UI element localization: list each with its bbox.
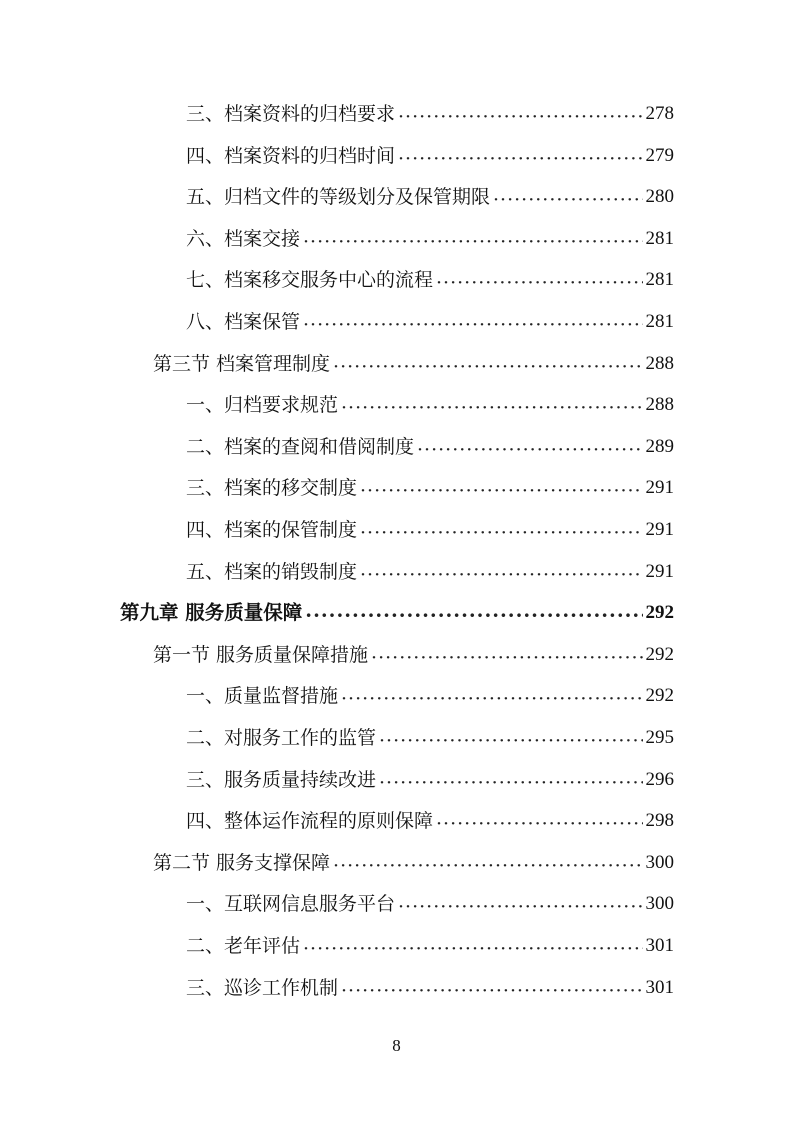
toc-entry-page: 295: [645, 727, 674, 748]
toc-entry[interactable]: [186, 554, 674, 590]
toc-entry[interactable]: [186, 512, 674, 548]
toc-entry-title: 第三节 档案管理制度: [153, 352, 331, 375]
page-number: 8: [392, 1036, 401, 1055]
toc-entry[interactable]: [186, 762, 674, 798]
toc-section-entry[interactable]: [153, 845, 674, 881]
toc-entry-page: 300: [645, 851, 674, 873]
toc-entry[interactable]: [186, 138, 674, 174]
dot-leader: [305, 598, 642, 634]
toc-entry-page: 281: [645, 227, 674, 249]
toc-entry-page: 289: [645, 435, 674, 457]
toc-entry[interactable]: [186, 262, 674, 298]
dot-leader: [303, 224, 642, 260]
dot-leader: [398, 99, 642, 135]
toc-entry[interactable]: [186, 304, 674, 340]
toc-entry-page: 291: [645, 477, 674, 499]
toc-entry[interactable]: [186, 179, 674, 215]
toc-entry[interactable]: [186, 387, 674, 423]
toc-entry-title: 二、档案的查阅和借阅制度: [186, 435, 415, 458]
toc-entry-page: 288: [645, 352, 674, 374]
toc-entry-title: 三、巡诊工作机制: [186, 976, 339, 999]
toc-entry[interactable]: [186, 429, 674, 465]
dot-leader: [303, 931, 642, 967]
dot-leader: [360, 515, 642, 551]
toc-entry-title: 三、档案的移交制度: [186, 477, 358, 500]
toc-entry-page: 298: [645, 810, 674, 832]
toc-entry-title: 七、档案移交服务中心的流程: [186, 269, 434, 292]
toc-entry-title: 三、档案资料的归档要求: [186, 103, 396, 125]
toc-entry-title: 四、档案资料的归档时间: [186, 144, 396, 167]
dot-leader: [379, 723, 642, 759]
toc-entry-page: 281: [645, 269, 674, 291]
toc-entry-title: 二、对服务工作的监管: [186, 727, 377, 749]
toc-entry-page: 280: [645, 186, 674, 208]
toc-section-entry[interactable]: [153, 346, 674, 382]
toc-entry-title: 一、质量监督措施: [186, 685, 339, 708]
dot-leader: [303, 307, 642, 343]
toc-entry[interactable]: [186, 928, 674, 964]
toc-entry[interactable]: [186, 470, 674, 506]
dot-leader: [333, 349, 642, 385]
toc-entry-title: 第二节 服务支撑保障: [153, 851, 331, 874]
dot-leader: [360, 557, 642, 593]
toc-entry-page: 292: [645, 685, 674, 707]
dot-leader: [360, 473, 642, 509]
toc-entry-title: 第一节 服务质量保障措施: [153, 643, 369, 666]
toc-entry-page: 301: [645, 976, 674, 998]
toc-entry-page: 281: [645, 311, 674, 332]
toc-entry-page: 300: [645, 893, 674, 915]
dot-leader: [417, 432, 642, 468]
toc-entry-title: 六、档案交接: [186, 227, 301, 250]
dot-leader: [341, 390, 642, 426]
dot-leader: [371, 640, 642, 676]
toc-entry[interactable]: [186, 970, 674, 1006]
toc-entry-title: 一、归档要求规范: [186, 394, 339, 417]
toc-entry-page: 279: [645, 144, 674, 166]
dot-leader: [493, 182, 642, 218]
toc-entry-title: 五、档案的销毁制度: [186, 560, 358, 583]
toc-entry-title: 一、互联网信息服务平台: [186, 893, 396, 916]
dot-leader: [333, 848, 642, 884]
dot-leader: [398, 889, 642, 925]
toc-entry[interactable]: [186, 886, 674, 922]
toc-entry[interactable]: [186, 720, 674, 756]
toc-entry-title: 四、档案的保管制度: [186, 519, 358, 541]
dot-leader: [379, 765, 642, 801]
toc-entry-page: 292: [645, 602, 674, 624]
toc-entry-page: 296: [645, 768, 674, 790]
toc-entry-title: 第九章 服务质量保障: [120, 601, 303, 625]
dot-leader: [398, 141, 642, 177]
toc-entry-page: 278: [645, 103, 674, 124]
toc-entry-title: 三、服务质量持续改进: [186, 768, 377, 791]
toc-section-entry[interactable]: [153, 637, 674, 673]
toc-entry[interactable]: [186, 221, 674, 257]
toc-entry-page: 291: [645, 519, 674, 540]
toc-entry-title: 二、老年评估: [186, 935, 301, 957]
toc-entry-title: 八、档案保管: [186, 311, 301, 333]
dot-leader: [341, 973, 642, 1009]
toc-entry-page: 291: [645, 560, 674, 582]
toc-entry-title: 四、整体运作流程的原则保障: [186, 810, 434, 833]
toc-chapter-entry[interactable]: [120, 595, 674, 631]
toc-entry-title: 五、归档文件的等级划分及保管期限: [186, 186, 491, 209]
toc-entry-page: 288: [645, 394, 674, 416]
dot-leader: [341, 681, 642, 717]
toc-entry[interactable]: [186, 803, 674, 839]
toc-entry[interactable]: [186, 96, 674, 132]
toc-entry[interactable]: [186, 678, 674, 714]
dot-leader: [436, 806, 642, 842]
toc-entry-page: 301: [645, 935, 674, 956]
dot-leader: [436, 265, 642, 301]
toc-entry-page: 292: [645, 643, 674, 665]
